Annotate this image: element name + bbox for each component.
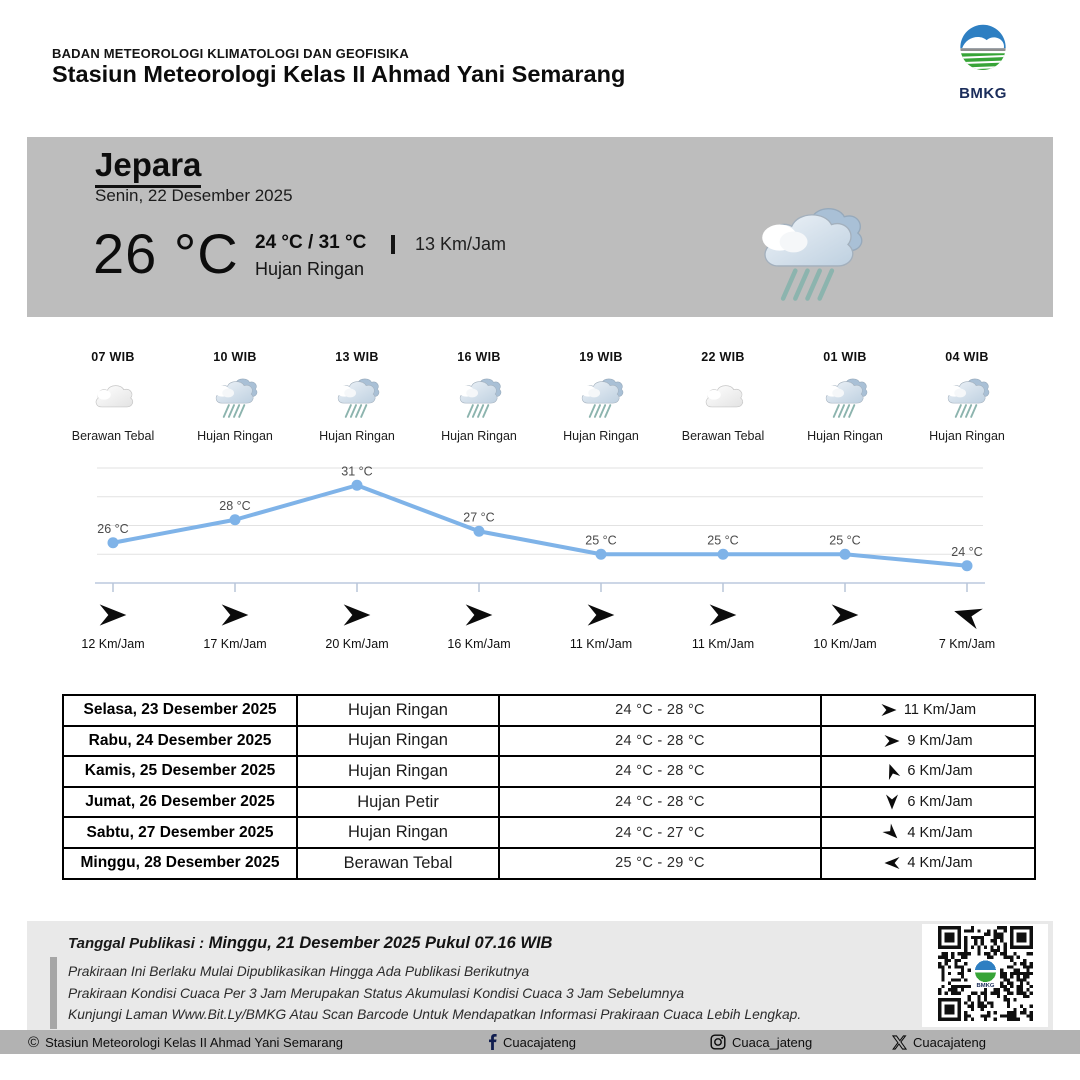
wind-cell bbox=[51, 599, 175, 651]
daily-condition: Hujan Ringan bbox=[297, 756, 499, 787]
svg-text:25 °C: 25 °C bbox=[585, 533, 617, 548]
svg-text:26 °C: 26 °C bbox=[97, 521, 129, 536]
hour-icon-wrap bbox=[905, 368, 1029, 426]
banner-date: Senin, 22 Desember 2025 bbox=[95, 186, 293, 205]
hour-condition-label: Hujan Ringan bbox=[807, 429, 883, 443]
daily-temp-range: 24 °C - 28 °C bbox=[499, 695, 821, 726]
wind-speed-label: 20 Km/Jam bbox=[325, 637, 389, 651]
hour-condition-label: Hujan Ringan bbox=[319, 429, 395, 443]
hour-condition-label: Berawan Tebal bbox=[681, 429, 765, 443]
daily-wind bbox=[821, 695, 1035, 726]
wind-speed-label: 17 Km/Jam bbox=[203, 637, 267, 651]
publication-footer bbox=[27, 921, 1053, 1030]
daily-condition: Hujan Ringan bbox=[297, 695, 499, 726]
hour-time-label: 16 WIB bbox=[457, 350, 501, 364]
hour-icon-wrap bbox=[661, 368, 785, 426]
instagram-item bbox=[710, 1030, 812, 1054]
hour-time-label: 04 WIB bbox=[945, 350, 989, 364]
hour-time-label: 10 WIB bbox=[213, 350, 257, 364]
wind-direction-arrow-icon bbox=[881, 760, 904, 783]
social-bar bbox=[0, 1030, 1080, 1054]
svg-text:25 °C: 25 °C bbox=[829, 533, 861, 548]
banner-weather-icon bbox=[755, 201, 867, 307]
daily-wind-label: 4 Km/Jam bbox=[907, 824, 973, 841]
svg-text:31 °C: 31 °C bbox=[341, 464, 373, 479]
daily-wind bbox=[821, 726, 1035, 757]
copyright-item bbox=[28, 1030, 343, 1054]
wind-cell bbox=[539, 599, 663, 651]
daily-wind-label: 6 Km/Jam bbox=[907, 794, 973, 811]
daily-wind bbox=[821, 756, 1035, 787]
instagram-handle: Cuaca_jateng bbox=[732, 1034, 813, 1050]
svg-text:27 °C: 27 °C bbox=[463, 510, 495, 525]
daily-table-row bbox=[63, 817, 1035, 848]
rain-icon bbox=[822, 371, 869, 423]
wind-direction-arrow-icon bbox=[219, 599, 251, 631]
hour-icon-wrap bbox=[51, 368, 175, 426]
wind-speed-label: 10 Km/Jam bbox=[813, 637, 877, 651]
wind-direction-arrow-icon bbox=[880, 701, 898, 719]
rain-icon bbox=[334, 371, 381, 423]
daily-condition: Hujan Ringan bbox=[297, 726, 499, 757]
qr-code-icon bbox=[938, 926, 1033, 1026]
wind-cell bbox=[783, 599, 907, 651]
wind-direction-arrow-icon bbox=[707, 599, 739, 631]
temperature-chart bbox=[0, 455, 1080, 600]
publication-value: Minggu, 21 Desember 2025 Pukul 07.16 WIB bbox=[208, 934, 553, 952]
current-conditions-banner bbox=[27, 137, 1053, 317]
daily-date: Kamis, 25 Desember 2025 bbox=[63, 756, 297, 787]
copyright-text: Stasiun Meteorologi Kelas II Ahmad Yani Semarang bbox=[45, 1034, 344, 1050]
city-name: Jepara bbox=[95, 146, 201, 188]
footer-note: Prakiraan Kondisi Cuaca Per 3 Jam Merupakan Status Akumulasi Kondisi Cuaca 3 Jam Sebelumnya bbox=[68, 985, 685, 1001]
hourly-forecast-cell bbox=[539, 350, 663, 443]
current-wind-speed: 13 Km/Jam bbox=[415, 234, 507, 254]
footer-note: Kunjungi Laman Www.Bit.Ly/BMKG Atau Scan Barcode Untuk Mendapatkan Informasi Prakiraan Cuaca Lebih Lengkap. bbox=[68, 1007, 802, 1022]
instagram-icon bbox=[710, 1034, 726, 1050]
daily-temp-range: 24 °C - 28 °C bbox=[499, 756, 821, 787]
hourly-forecast-cell bbox=[295, 350, 419, 443]
hourly-forecast-cell bbox=[783, 350, 907, 443]
temperature-line-chart bbox=[0, 455, 1080, 600]
rain-icon bbox=[212, 371, 259, 423]
bmkg-logo-label: BMKG bbox=[959, 85, 1007, 102]
daily-condition: Hujan Ringan bbox=[297, 817, 499, 848]
rain-icon bbox=[944, 371, 991, 423]
hour-condition-label: Berawan Tebal bbox=[71, 429, 155, 443]
facebook-icon bbox=[488, 1034, 497, 1050]
daily-wind-label: 9 Km/Jam bbox=[907, 732, 973, 749]
bmkg-logo bbox=[946, 22, 1020, 102]
daily-wind bbox=[821, 817, 1035, 848]
wind-speed-label: 11 Km/Jam bbox=[691, 637, 755, 651]
hour-icon-wrap bbox=[417, 368, 541, 426]
rain-icon bbox=[456, 371, 503, 423]
current-condition: Hujan Ringan bbox=[255, 259, 365, 279]
temperature-min-max: 24 °C / 31 °C bbox=[255, 232, 367, 253]
daily-wind-label: 6 Km/Jam bbox=[907, 763, 973, 780]
facebook-item bbox=[488, 1030, 576, 1054]
daily-forecast-table bbox=[62, 694, 1036, 880]
wind-direction-arrow-icon bbox=[463, 599, 495, 631]
hour-time-label: 19 WIB bbox=[579, 350, 623, 364]
x-handle: Cuacajateng bbox=[913, 1034, 986, 1050]
x-icon bbox=[892, 1035, 907, 1050]
hourly-forecast-cell bbox=[417, 350, 541, 443]
svg-text:24 °C: 24 °C bbox=[951, 544, 983, 559]
wind-direction-arrow-icon bbox=[883, 732, 901, 750]
footer-accent-bar bbox=[50, 957, 57, 1029]
wind-cell bbox=[661, 599, 785, 651]
facebook-handle: Cuacajateng bbox=[503, 1034, 576, 1050]
banner-divider bbox=[391, 235, 395, 254]
wind-direction-arrow-icon bbox=[883, 793, 901, 811]
daily-date: Rabu, 24 Desember 2025 bbox=[63, 726, 297, 757]
cloud-icon bbox=[699, 373, 747, 421]
wind-direction-arrow-icon bbox=[341, 599, 373, 631]
daily-table-row bbox=[63, 848, 1035, 879]
daily-wind bbox=[821, 848, 1035, 879]
wind-cell bbox=[417, 599, 541, 651]
qr-code bbox=[922, 924, 1048, 1027]
hour-icon-wrap bbox=[295, 368, 419, 426]
current-temperature: 26 °C bbox=[93, 222, 239, 285]
rain-icon bbox=[578, 371, 625, 423]
daily-wind bbox=[821, 787, 1035, 818]
daily-condition: Hujan Petir bbox=[297, 787, 499, 818]
wind-direction-arrow-icon bbox=[585, 599, 617, 631]
hour-time-label: 07 WIB bbox=[91, 350, 135, 364]
copyright-icon: © bbox=[28, 1033, 40, 1051]
svg-text:25 °C: 25 °C bbox=[707, 533, 739, 548]
qr-code-icon bbox=[938, 926, 1033, 1021]
hour-time-label: 13 WIB bbox=[335, 350, 379, 364]
hour-time-label: 01 WIB bbox=[823, 350, 867, 364]
daily-table-row bbox=[63, 756, 1035, 787]
wind-speed-label: 11 Km/Jam bbox=[569, 637, 633, 651]
wind-direction-arrow-icon bbox=[97, 599, 129, 631]
station-name: Stasiun Meteorologi Kelas II Ahmad Yani Semarang bbox=[52, 61, 626, 87]
hour-condition-label: Hujan Ringan bbox=[929, 429, 1005, 443]
daily-temp-range: 24 °C - 28 °C bbox=[499, 787, 821, 818]
bmkg-logo-icon bbox=[954, 22, 1012, 80]
svg-text:28 °C: 28 °C bbox=[219, 498, 251, 513]
hour-icon-wrap bbox=[173, 368, 297, 426]
wind-speed-label: 12 Km/Jam bbox=[81, 637, 145, 651]
wind-direction-arrow-icon bbox=[829, 599, 861, 631]
hour-condition-label: Hujan Ringan bbox=[197, 429, 273, 443]
wind-cell bbox=[173, 599, 297, 651]
daily-condition: Berawan Tebal bbox=[297, 848, 499, 879]
hour-icon-wrap bbox=[539, 368, 663, 426]
hourly-forecast-cell bbox=[173, 350, 297, 443]
wind-direction-arrow-icon bbox=[880, 820, 905, 845]
hour-time-label: 22 WIB bbox=[701, 350, 745, 364]
daily-temp-range: 25 °C - 29 °C bbox=[499, 848, 821, 879]
daily-wind-label: 11 Km/Jam bbox=[903, 702, 977, 719]
hourly-forecast-cell bbox=[661, 350, 785, 443]
publication-date-line bbox=[68, 934, 552, 953]
daily-temp-range: 24 °C - 28 °C bbox=[499, 726, 821, 757]
daily-wind-label: 4 Km/Jam bbox=[907, 855, 973, 872]
publication-label: Tanggal Publikasi : bbox=[68, 935, 205, 952]
agency-name: BADAN METEOROLOGI KLIMATOLOGI DAN GEOFISIKA bbox=[52, 46, 409, 61]
rain-icon bbox=[755, 201, 867, 302]
cloud-icon bbox=[89, 373, 137, 421]
hour-icon-wrap bbox=[783, 368, 907, 426]
wind-cell bbox=[295, 599, 419, 651]
daily-date: Jumat, 26 Desember 2025 bbox=[63, 787, 297, 818]
daily-table-row bbox=[63, 726, 1035, 757]
hourly-forecast-cell bbox=[51, 350, 175, 443]
wind-direction-arrow-icon bbox=[883, 854, 901, 872]
footer-note: Prakiraan Ini Berlaku Mulai Dipublikasikan Hingga Ada Publikasi Berikutnya bbox=[68, 964, 530, 979]
footer-notes bbox=[68, 961, 801, 1026]
x-item bbox=[892, 1030, 986, 1054]
daily-date: Selasa, 23 Desember 2025 bbox=[63, 695, 297, 726]
daily-temp-range: 24 °C - 27 °C bbox=[499, 817, 821, 848]
daily-date: Minggu, 28 Desember 2025 bbox=[63, 848, 297, 879]
hour-condition-label: Hujan Ringan bbox=[563, 429, 639, 443]
wind-direction-arrow-icon bbox=[947, 595, 987, 635]
wind-speed-label: 16 Km/Jam bbox=[447, 637, 511, 651]
daily-table-row bbox=[63, 787, 1035, 818]
hour-condition-label: Hujan Ringan bbox=[441, 429, 517, 443]
wind-cell bbox=[905, 599, 1029, 651]
daily-table-row bbox=[63, 695, 1035, 726]
daily-date: Sabtu, 27 Desember 2025 bbox=[63, 817, 297, 848]
wind-speed-label: 7 Km/Jam bbox=[938, 637, 996, 651]
svg-text:BMKG: BMKG bbox=[976, 982, 994, 989]
hourly-forecast-cell bbox=[905, 350, 1029, 443]
